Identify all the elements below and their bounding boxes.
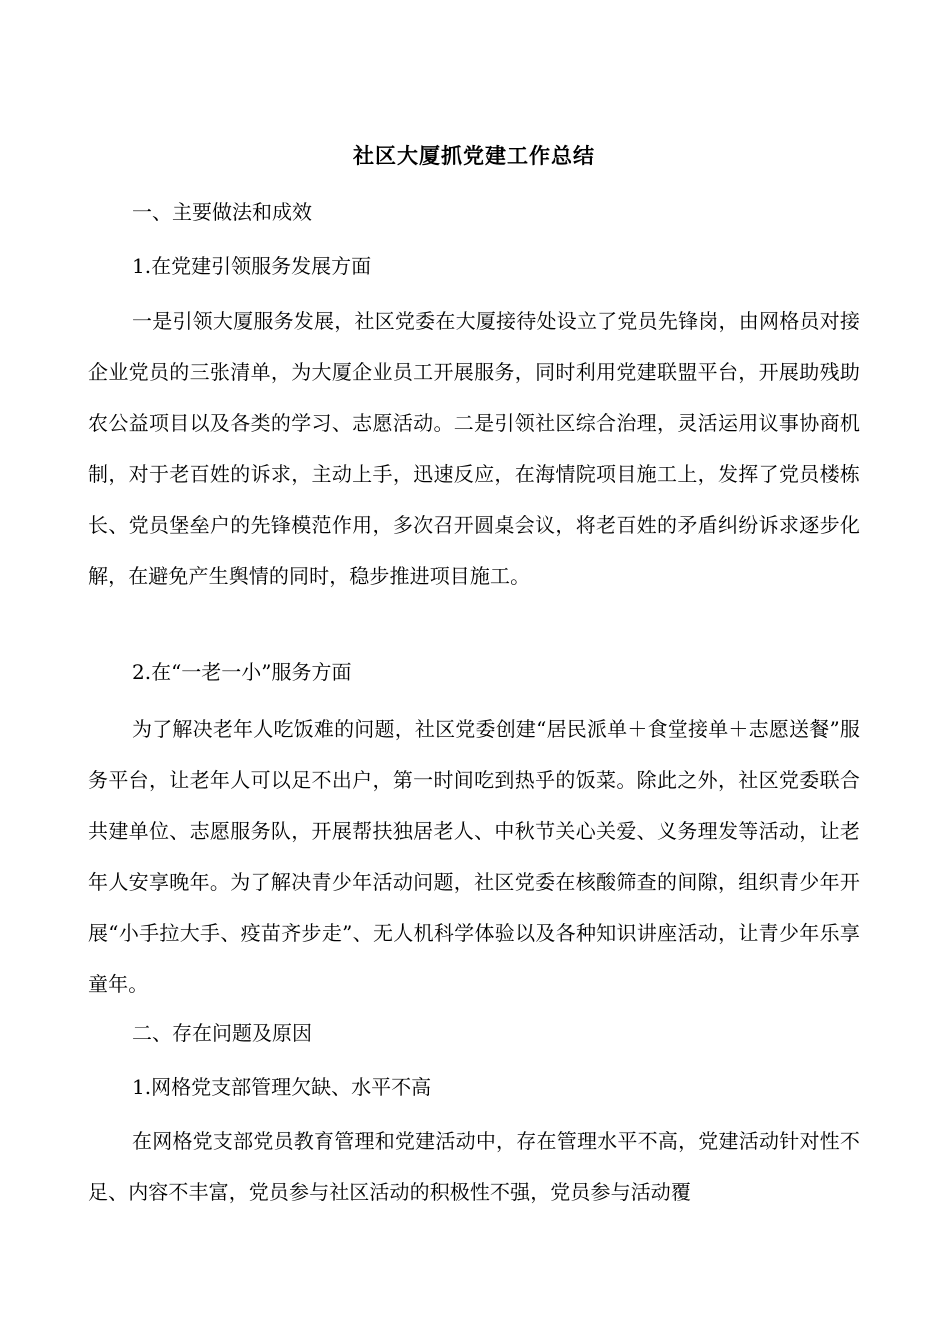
section-heading-1: 一、主要做法和成效 <box>132 200 312 224</box>
paragraph-3: 在网格党支部党员教育管理和党建活动中，存在管理水平不高，党建活动针对性不足、内容不丰富，党员参与社区活动的积极性不强，党员参与活动覆 <box>88 1129 860 1204</box>
subsection-heading-1: 1.在党建引领服务发展方面 <box>132 254 372 278</box>
subsection-heading-3: 1.网格党支部管理欠缺、水平不高 <box>132 1075 432 1099</box>
paragraph-2: 为了解决老年人吃饭难的问题，社区党委创建“居民派单＋食堂接单＋志愿送餐”服务平台，让老年人可以足不出户，第一时间吃到热乎的饭菜。除此之外，社区党委联合共建单位、志愿服务队，开展帮扶独居老人、中秋节关心关爱、义务理发等活动，让老年人安享晚年。为了解决青少年活动问题，社区党委在核酸筛查的间隙，组织青少年开展“小手拉大手、疫苗齐步走”、无人机科学体验以及各种知识讲座活动，让青少年乐享童年。 <box>88 717 860 996</box>
paragraph-1: 一是引领大厦服务发展，社区党委在大厦接待处设立了党员先锋岗，由网格员对接企业党员的三张清单，为大厦企业员工开展服务，同时利用党建联盟平台，开展助残助农公益项目以及各类的学习、志愿活动。二是引领社区综合治理，灵活运用议事协商机制，对于老百姓的诉求，主动上手，迅速反应，在海情院项目施工上，发挥了党员楼栋长、党员堡垒户的先锋模范作用，多次召开圆桌会议，将老百姓的矛盾纠纷诉求逐步化解，在避免产生舆情的同时，稳步推进项目施工。 <box>88 309 860 588</box>
document-title: 社区大厦抓党建工作总结 <box>353 143 595 168</box>
subsection-heading-2: 2.在“一老一小”服务方面 <box>132 660 352 684</box>
section-heading-2: 二、存在问题及原因 <box>132 1021 312 1045</box>
